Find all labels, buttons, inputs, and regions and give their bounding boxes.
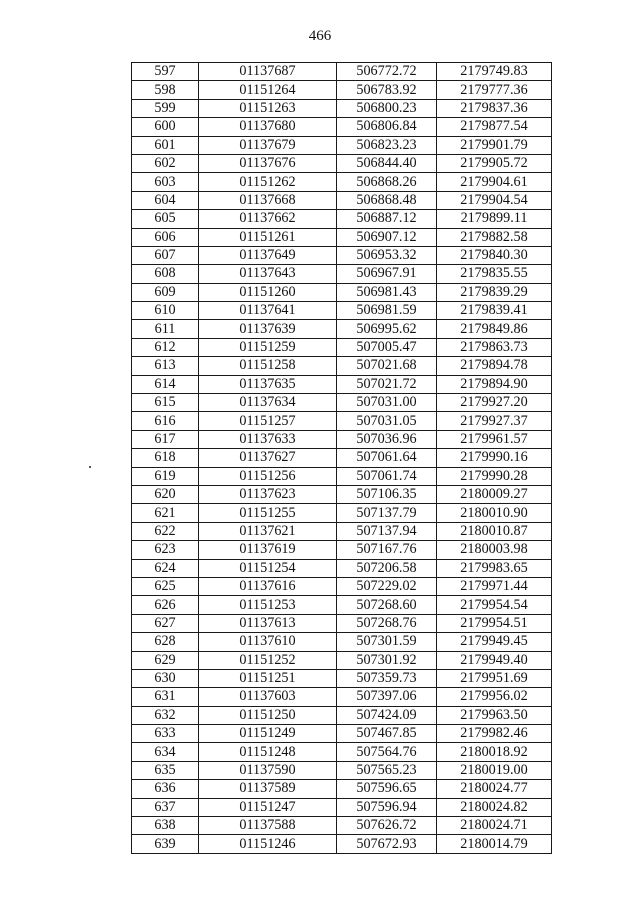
- y-coordinate-cell: 2180024.82: [437, 798, 552, 816]
- x-coordinate-cell: 506806.84: [337, 118, 437, 136]
- point-number-cell: 628: [132, 633, 199, 651]
- table-row: [132, 302, 552, 320]
- table-row: [132, 228, 552, 246]
- point-number-cell: 604: [132, 191, 199, 209]
- point-number-cell: 609: [132, 283, 199, 301]
- point-id-cell: 01137623: [199, 485, 337, 503]
- y-coordinate-cell: 2180024.71: [437, 817, 552, 835]
- y-coordinate-cell: 2179905.72: [437, 154, 552, 172]
- x-coordinate-cell: 507672.93: [337, 835, 437, 853]
- x-coordinate-cell: 506953.32: [337, 246, 437, 264]
- x-coordinate-cell: 507565.23: [337, 761, 437, 779]
- x-coordinate-cell: 507137.79: [337, 504, 437, 522]
- point-id-cell: 01151255: [199, 504, 337, 522]
- point-id-cell: 01137634: [199, 394, 337, 412]
- point-number-cell: 621: [132, 504, 199, 522]
- table-row: [132, 835, 552, 853]
- table-row: [132, 283, 552, 301]
- point-number-cell: 625: [132, 577, 199, 595]
- y-coordinate-cell: 2179954.54: [437, 596, 552, 614]
- table-row: [132, 706, 552, 724]
- x-coordinate-cell: 507564.76: [337, 743, 437, 761]
- point-number-cell: 605: [132, 210, 199, 228]
- point-id-cell: 01137633: [199, 430, 337, 448]
- x-coordinate-cell: 507397.06: [337, 688, 437, 706]
- table-row: [132, 338, 552, 356]
- y-coordinate-cell: 2179949.40: [437, 651, 552, 669]
- x-coordinate-cell: 506772.72: [337, 63, 437, 81]
- x-coordinate-cell: 507206.58: [337, 559, 437, 577]
- point-id-cell: 01137621: [199, 522, 337, 540]
- point-id-cell: 01151248: [199, 743, 337, 761]
- y-coordinate-cell: 2179901.79: [437, 136, 552, 154]
- y-coordinate-cell: 2179927.37: [437, 412, 552, 430]
- table-row: [132, 99, 552, 117]
- point-number-cell: 602: [132, 154, 199, 172]
- point-id-cell: 01151254: [199, 559, 337, 577]
- table-row: [132, 614, 552, 632]
- y-coordinate-cell: 2179882.58: [437, 228, 552, 246]
- y-coordinate-cell: 2179961.57: [437, 430, 552, 448]
- point-number-cell: 635: [132, 761, 199, 779]
- x-coordinate-cell: 507137.94: [337, 522, 437, 540]
- table-row: [132, 577, 552, 595]
- x-coordinate-cell: 506907.12: [337, 228, 437, 246]
- y-coordinate-cell: 2179954.51: [437, 614, 552, 632]
- x-coordinate-cell: 507021.72: [337, 375, 437, 393]
- table-row: [132, 467, 552, 485]
- point-id-cell: 01137610: [199, 633, 337, 651]
- x-coordinate-cell: 506844.40: [337, 154, 437, 172]
- point-id-cell: 01137616: [199, 577, 337, 595]
- y-coordinate-cell: 2179927.20: [437, 394, 552, 412]
- point-id-cell: 01151256: [199, 467, 337, 485]
- table-row: [132, 357, 552, 375]
- y-coordinate-cell: 2180018.92: [437, 743, 552, 761]
- y-coordinate-cell: 2179839.41: [437, 302, 552, 320]
- x-coordinate-cell: 507268.76: [337, 614, 437, 632]
- point-id-cell: 01137613: [199, 614, 337, 632]
- y-coordinate-cell: 2179877.54: [437, 118, 552, 136]
- x-coordinate-cell: 507106.35: [337, 485, 437, 503]
- table-row: [132, 761, 552, 779]
- point-id-cell: 01151257: [199, 412, 337, 430]
- x-coordinate-cell: 506995.62: [337, 320, 437, 338]
- y-coordinate-cell: 2179863.73: [437, 338, 552, 356]
- point-number-cell: 612: [132, 338, 199, 356]
- page-number: 466: [308, 28, 332, 44]
- x-coordinate-cell: 507005.47: [337, 338, 437, 356]
- x-coordinate-cell: 507167.76: [337, 541, 437, 559]
- table-row: [132, 633, 552, 651]
- y-coordinate-cell: 2179983.65: [437, 559, 552, 577]
- table-row: [132, 320, 552, 338]
- x-coordinate-cell: 507359.73: [337, 669, 437, 687]
- table-row: [132, 265, 552, 283]
- point-number-cell: 624: [132, 559, 199, 577]
- y-coordinate-cell: 2179849.86: [437, 320, 552, 338]
- x-coordinate-cell: 506783.92: [337, 81, 437, 99]
- point-number-cell: 610: [132, 302, 199, 320]
- table-row: [132, 63, 552, 81]
- table-row: [132, 412, 552, 430]
- x-coordinate-cell: 506981.43: [337, 283, 437, 301]
- x-coordinate-cell: 507626.72: [337, 817, 437, 835]
- y-coordinate-cell: 2179949.45: [437, 633, 552, 651]
- point-id-cell: 01137627: [199, 449, 337, 467]
- point-id-cell: 01151260: [199, 283, 337, 301]
- y-coordinate-cell: 2179956.02: [437, 688, 552, 706]
- y-coordinate-cell: 2179899.11: [437, 210, 552, 228]
- table-row: [132, 430, 552, 448]
- table-row: [132, 559, 552, 577]
- x-coordinate-cell: 507036.96: [337, 430, 437, 448]
- table-row: [132, 504, 552, 522]
- point-number-cell: 614: [132, 375, 199, 393]
- y-coordinate-cell: 2179990.16: [437, 449, 552, 467]
- point-number-cell: 639: [132, 835, 199, 853]
- x-coordinate-cell: 506868.26: [337, 173, 437, 191]
- point-id-cell: 01151253: [199, 596, 337, 614]
- point-number-cell: 631: [132, 688, 199, 706]
- point-number-cell: 629: [132, 651, 199, 669]
- table-row: [132, 191, 552, 209]
- point-number-cell: 634: [132, 743, 199, 761]
- x-coordinate-cell: 507596.94: [337, 798, 437, 816]
- y-coordinate-cell: 2179904.61: [437, 173, 552, 191]
- point-id-cell: 01151252: [199, 651, 337, 669]
- x-coordinate-cell: 507229.02: [337, 577, 437, 595]
- y-coordinate-cell: 2179904.54: [437, 191, 552, 209]
- x-coordinate-cell: 507301.92: [337, 651, 437, 669]
- y-coordinate-cell: 2179990.28: [437, 467, 552, 485]
- table-row: [132, 522, 552, 540]
- table-row: [132, 743, 552, 761]
- point-number-cell: 637: [132, 798, 199, 816]
- y-coordinate-cell: 2180009.27: [437, 485, 552, 503]
- table-row: [132, 210, 552, 228]
- table-row: [132, 375, 552, 393]
- point-id-cell: 01137679: [199, 136, 337, 154]
- x-coordinate-cell: 506800.23: [337, 99, 437, 117]
- x-coordinate-cell: 507031.00: [337, 394, 437, 412]
- point-id-cell: 01151246: [199, 835, 337, 853]
- point-id-cell: 01137643: [199, 265, 337, 283]
- y-coordinate-cell: 2180014.79: [437, 835, 552, 853]
- point-number-cell: 633: [132, 725, 199, 743]
- y-coordinate-cell: 2179840.30: [437, 246, 552, 264]
- y-coordinate-cell: 2180010.87: [437, 522, 552, 540]
- y-coordinate-cell: 2179837.36: [437, 99, 552, 117]
- point-number-cell: 618: [132, 449, 199, 467]
- y-coordinate-cell: 2179835.55: [437, 265, 552, 283]
- x-coordinate-cell: 507268.60: [337, 596, 437, 614]
- table-row: [132, 669, 552, 687]
- point-id-cell: 01151264: [199, 81, 337, 99]
- y-coordinate-cell: 2179839.29: [437, 283, 552, 301]
- coordinates-table: [131, 62, 552, 854]
- point-number-cell: 613: [132, 357, 199, 375]
- x-coordinate-cell: 506981.59: [337, 302, 437, 320]
- point-id-cell: 01137589: [199, 780, 337, 798]
- point-id-cell: 01137635: [199, 375, 337, 393]
- y-coordinate-cell: 2179749.83: [437, 63, 552, 81]
- point-id-cell: 01151259: [199, 338, 337, 356]
- x-coordinate-cell: 507031.05: [337, 412, 437, 430]
- table-row: [132, 817, 552, 835]
- point-number-cell: 622: [132, 522, 199, 540]
- point-id-cell: 01151261: [199, 228, 337, 246]
- point-id-cell: 01151262: [199, 173, 337, 191]
- y-coordinate-cell: 2179951.69: [437, 669, 552, 687]
- table-row: [132, 780, 552, 798]
- point-id-cell: 01151258: [199, 357, 337, 375]
- x-coordinate-cell: 506823.23: [337, 136, 437, 154]
- point-id-cell: 01151247: [199, 798, 337, 816]
- x-coordinate-cell: 506967.91: [337, 265, 437, 283]
- point-id-cell: 01137676: [199, 154, 337, 172]
- point-number-cell: 623: [132, 541, 199, 559]
- table-row: [132, 394, 552, 412]
- point-id-cell: 01137687: [199, 63, 337, 81]
- point-id-cell: 01151250: [199, 706, 337, 724]
- table-row: [132, 725, 552, 743]
- y-coordinate-cell: 2179971.44: [437, 577, 552, 595]
- point-number-cell: 611: [132, 320, 199, 338]
- table-row: [132, 651, 552, 669]
- point-number-cell: 598: [132, 81, 199, 99]
- point-number-cell: 627: [132, 614, 199, 632]
- point-number-cell: 626: [132, 596, 199, 614]
- point-id-cell: 01137619: [199, 541, 337, 559]
- point-number-cell: 632: [132, 706, 199, 724]
- point-number-cell: 620: [132, 485, 199, 503]
- table-row: [132, 449, 552, 467]
- y-coordinate-cell: 2179777.36: [437, 81, 552, 99]
- x-coordinate-cell: 507424.09: [337, 706, 437, 724]
- y-coordinate-cell: 2179894.78: [437, 357, 552, 375]
- x-coordinate-cell: 506887.12: [337, 210, 437, 228]
- point-id-cell: 01151249: [199, 725, 337, 743]
- x-coordinate-cell: 507061.74: [337, 467, 437, 485]
- point-id-cell: 01137603: [199, 688, 337, 706]
- x-coordinate-cell: 506868.48: [337, 191, 437, 209]
- x-coordinate-cell: 507596.65: [337, 780, 437, 798]
- point-id-cell: 01137680: [199, 118, 337, 136]
- point-number-cell: 600: [132, 118, 199, 136]
- point-number-cell: 603: [132, 173, 199, 191]
- table-row: [132, 688, 552, 706]
- point-id-cell: 01151263: [199, 99, 337, 117]
- point-number-cell: 599: [132, 99, 199, 117]
- table-row: [132, 485, 552, 503]
- point-id-cell: 01137649: [199, 246, 337, 264]
- x-coordinate-cell: 507021.68: [337, 357, 437, 375]
- table-row: [132, 541, 552, 559]
- coordinates-table-body: [132, 63, 552, 854]
- point-number-cell: 615: [132, 394, 199, 412]
- y-coordinate-cell: 2179963.50: [437, 706, 552, 724]
- y-coordinate-cell: 2180010.90: [437, 504, 552, 522]
- point-number-cell: 638: [132, 817, 199, 835]
- y-coordinate-cell: 2179982.46: [437, 725, 552, 743]
- point-id-cell: 01137668: [199, 191, 337, 209]
- point-id-cell: 01137641: [199, 302, 337, 320]
- point-number-cell: 601: [132, 136, 199, 154]
- y-coordinate-cell: 2180024.77: [437, 780, 552, 798]
- x-coordinate-cell: 507061.64: [337, 449, 437, 467]
- point-number-cell: 636: [132, 780, 199, 798]
- point-number-cell: 597: [132, 63, 199, 81]
- y-coordinate-cell: 2179894.90: [437, 375, 552, 393]
- x-coordinate-cell: 507301.59: [337, 633, 437, 651]
- point-id-cell: 01137590: [199, 761, 337, 779]
- point-number-cell: 606: [132, 228, 199, 246]
- point-number-cell: 619: [132, 467, 199, 485]
- point-id-cell: 01137639: [199, 320, 337, 338]
- y-coordinate-cell: 2180019.00: [437, 761, 552, 779]
- point-number-cell: 630: [132, 669, 199, 687]
- point-id-cell: 01151251: [199, 669, 337, 687]
- point-number-cell: 617: [132, 430, 199, 448]
- table-row: [132, 173, 552, 191]
- table-row: [132, 81, 552, 99]
- point-number-cell: 607: [132, 246, 199, 264]
- point-number-cell: 616: [132, 412, 199, 430]
- scan-speck: [89, 466, 91, 468]
- table-row: [132, 118, 552, 136]
- table-row: [132, 136, 552, 154]
- x-coordinate-cell: 507467.85: [337, 725, 437, 743]
- table-row: [132, 246, 552, 264]
- point-number-cell: 608: [132, 265, 199, 283]
- y-coordinate-cell: 2180003.98: [437, 541, 552, 559]
- point-id-cell: 01137588: [199, 817, 337, 835]
- point-id-cell: 01137662: [199, 210, 337, 228]
- table-row: [132, 596, 552, 614]
- table-row: [132, 154, 552, 172]
- table-row: [132, 798, 552, 816]
